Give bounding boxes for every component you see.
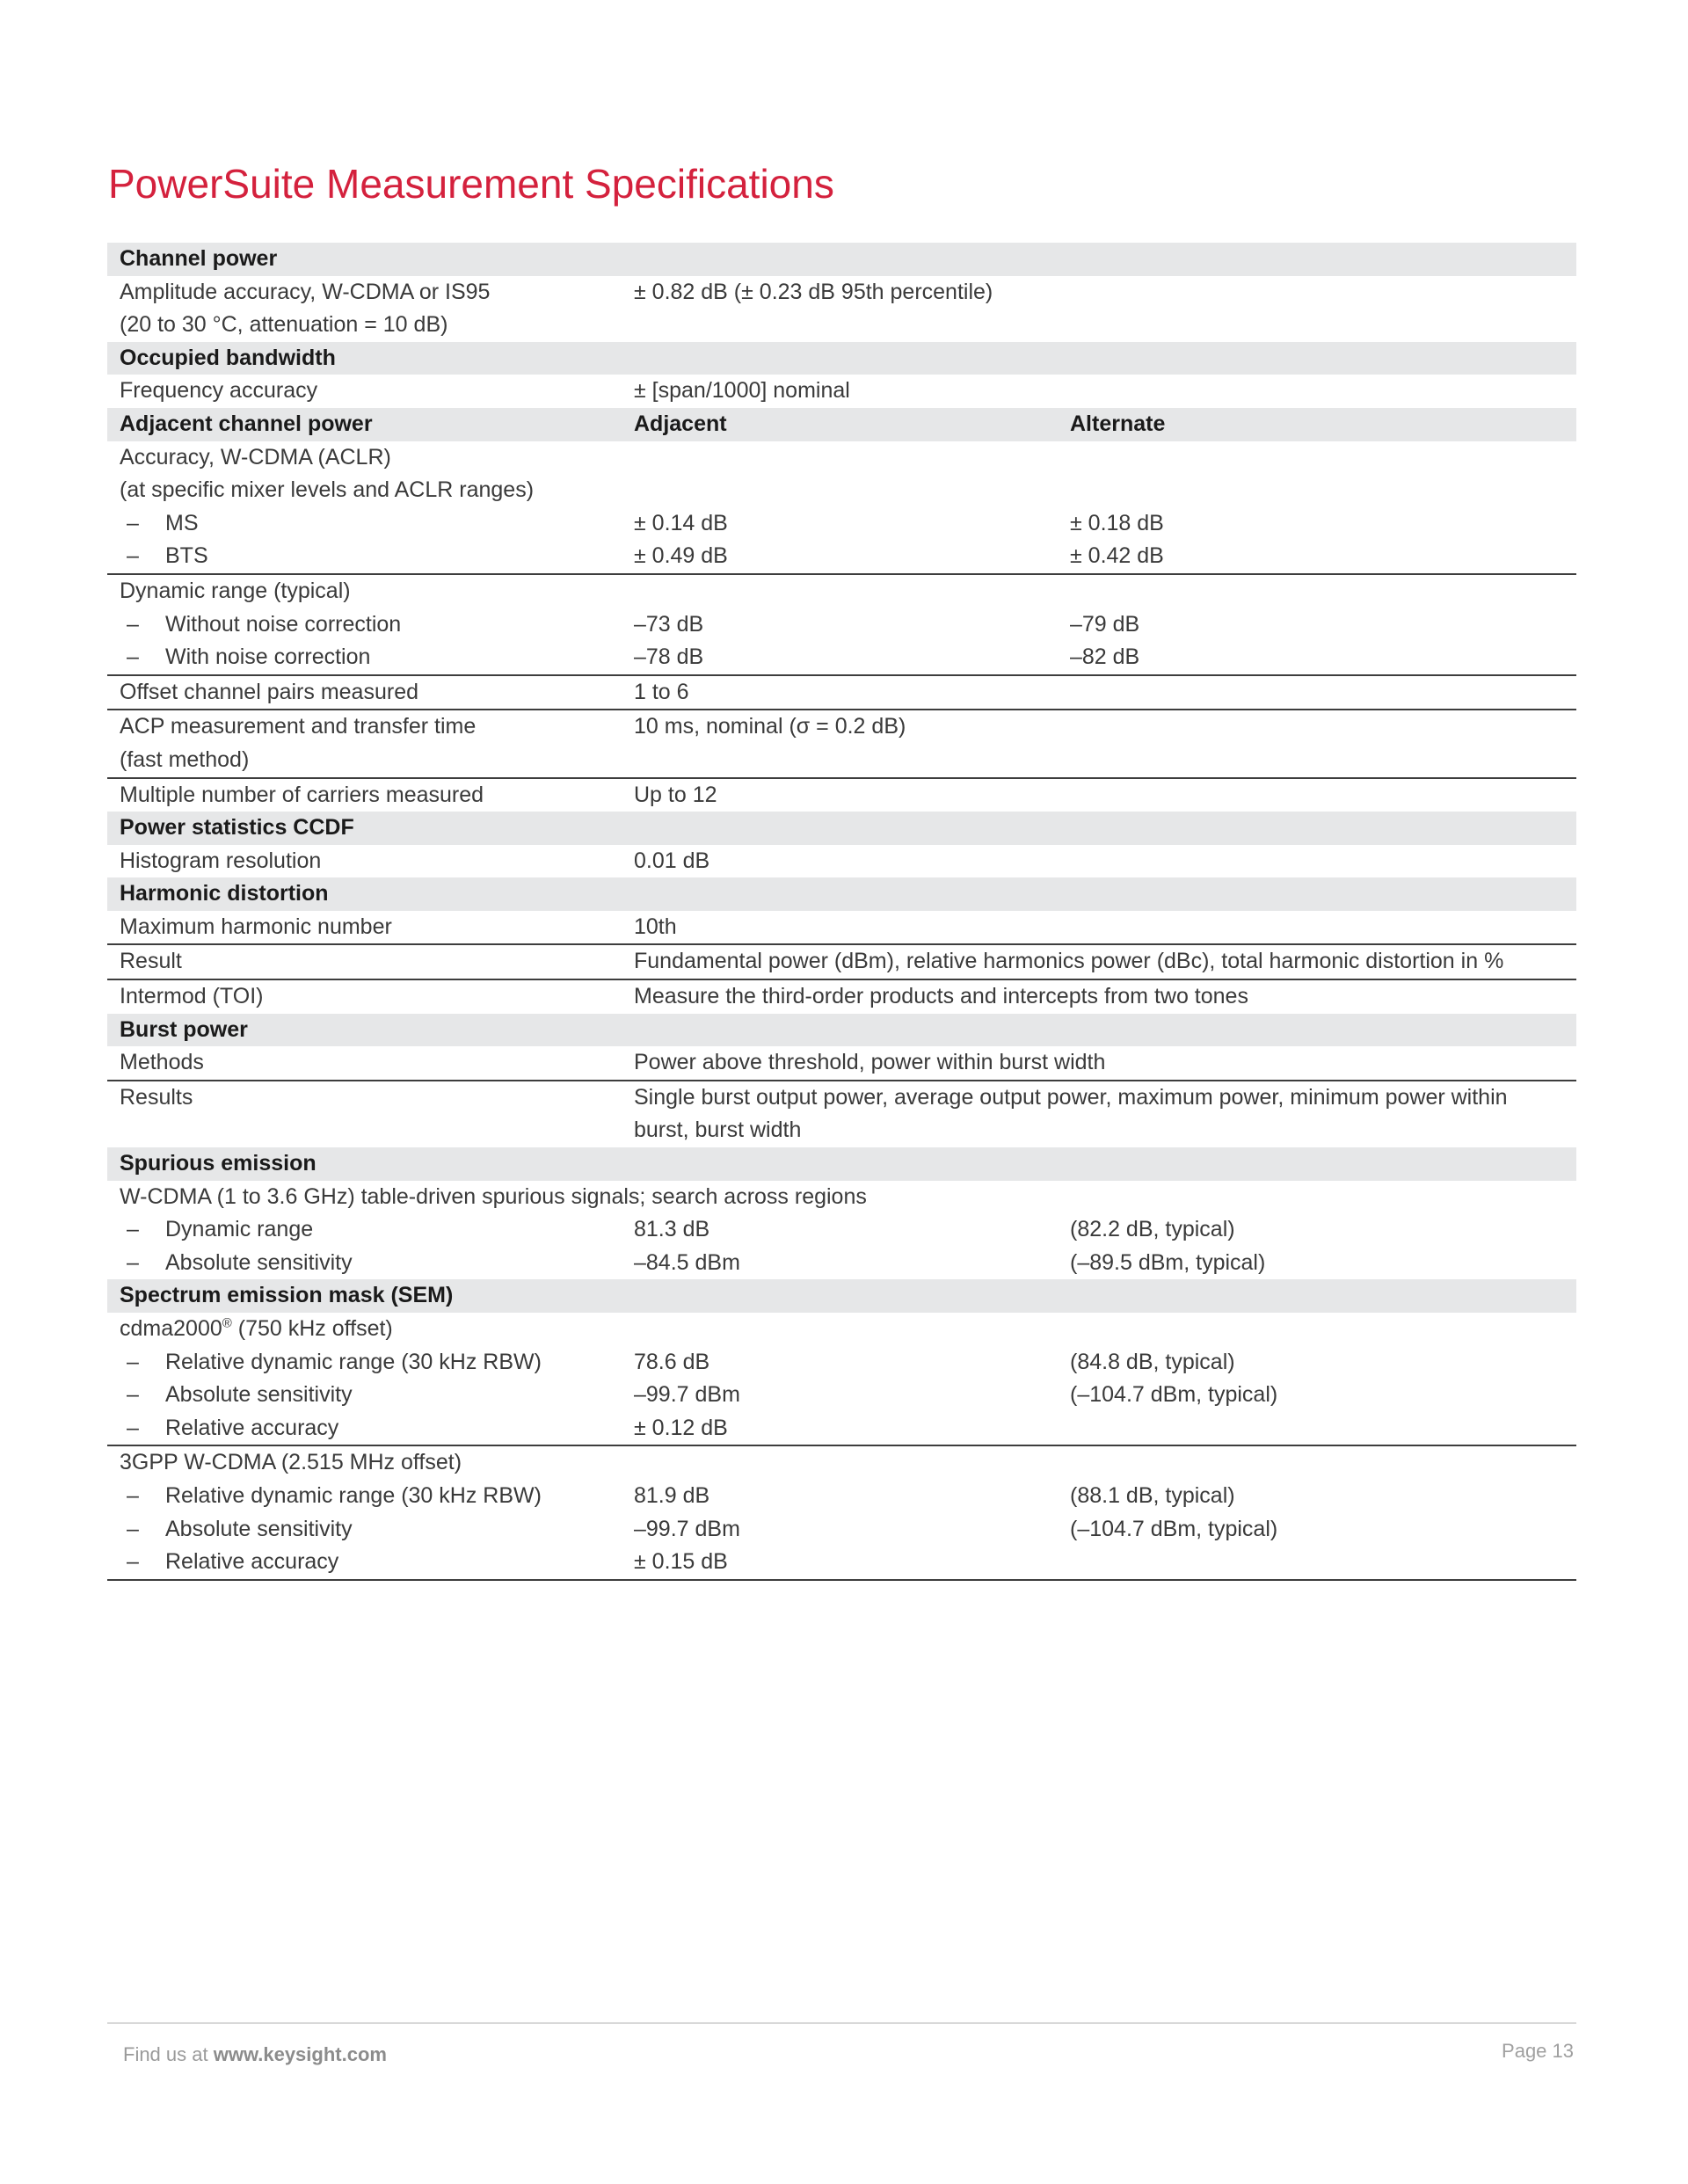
label-cell bbox=[107, 1181, 1576, 1214]
cell-text: With noise correction bbox=[165, 644, 371, 670]
value-cell bbox=[622, 979, 1576, 1014]
value-cell bbox=[622, 812, 1058, 845]
bullet-dash: – bbox=[127, 510, 139, 535]
value-cell bbox=[622, 243, 1058, 276]
cell-text: Harmonic distortion bbox=[120, 881, 329, 906]
cell-text: 10 ms, nominal (σ = 0.2 dB) bbox=[634, 714, 906, 739]
cell-text: (at specific mixer levels and ACLR ranges) bbox=[120, 477, 535, 503]
table-row bbox=[107, 1379, 1576, 1412]
alternate-cell bbox=[1058, 1247, 1576, 1280]
label-cell bbox=[107, 608, 622, 642]
label-cell bbox=[107, 243, 622, 276]
table-row bbox=[107, 1346, 1576, 1380]
cell-text: Relative accuracy bbox=[165, 1549, 339, 1575]
label-cell bbox=[107, 342, 622, 375]
page-number: Page 13 bbox=[1502, 2040, 1574, 2062]
section-header-row bbox=[107, 1147, 1576, 1181]
value-cell bbox=[622, 641, 1058, 675]
alternate-cell bbox=[1058, 441, 1576, 475]
cell-text: 78.6 dB bbox=[634, 1349, 710, 1374]
label-cell bbox=[107, 1379, 622, 1412]
specifications-table bbox=[107, 243, 1576, 1581]
table-row bbox=[107, 507, 1576, 541]
label-cell bbox=[107, 441, 622, 475]
value-cell bbox=[622, 744, 1058, 778]
label-cell bbox=[107, 1445, 622, 1480]
cell-text: Measure the third-order products and intercepts from two tones bbox=[634, 984, 1248, 1009]
cell-text: Fundamental power (dBm), relative harmonics power (dBc), total harmonic distortion in % bbox=[634, 949, 1504, 974]
bullet-dash: – bbox=[127, 1549, 139, 1575]
registered-mark: ® bbox=[222, 1315, 232, 1331]
table-row bbox=[107, 744, 1576, 778]
page-title: PowerSuite Measurement Specifications bbox=[108, 161, 834, 207]
cell-text: Absolute sensitivity bbox=[165, 1382, 353, 1408]
table-row bbox=[107, 608, 1576, 642]
cell-text: Relative dynamic range (30 kHz RBW) bbox=[165, 1482, 542, 1508]
table-row bbox=[107, 911, 1576, 945]
alternate-cell bbox=[1058, 474, 1576, 507]
value-cell bbox=[622, 944, 1576, 979]
table-row bbox=[107, 845, 1576, 878]
value-cell bbox=[622, 1247, 1058, 1280]
cell-text: ACP measurement and transfer time bbox=[120, 714, 477, 739]
cell-text: Maximum harmonic number bbox=[120, 914, 392, 939]
value-cell bbox=[622, 675, 1058, 710]
label-cell bbox=[107, 408, 622, 441]
bullet-dash: – bbox=[127, 1249, 139, 1275]
label-cell bbox=[107, 1147, 622, 1181]
alternate-cell bbox=[1058, 608, 1576, 642]
value-cell bbox=[622, 1346, 1058, 1380]
section-header-row bbox=[107, 877, 1576, 911]
cell-text: (–89.5 dBm, typical) bbox=[1070, 1249, 1266, 1275]
table-row bbox=[107, 309, 1576, 342]
cell-text: (–104.7 dBm, typical) bbox=[1070, 1382, 1278, 1408]
cell-text: (82.2 dB, typical) bbox=[1070, 1217, 1235, 1242]
cell-text: Frequency accuracy bbox=[120, 378, 318, 404]
label-cell bbox=[107, 1014, 622, 1047]
cell-text: 3GPP W-CDMA (2.515 MHz offset) bbox=[120, 1450, 462, 1475]
section-header-row bbox=[107, 243, 1576, 276]
bullet-dash: – bbox=[127, 1516, 139, 1541]
value-cell bbox=[622, 845, 1058, 878]
cell-text: 0.01 dB bbox=[634, 848, 710, 873]
alternate-cell bbox=[1058, 309, 1576, 342]
cell-text: Accuracy, W-CDMA (ACLR) bbox=[120, 444, 391, 470]
alternate-cell bbox=[1058, 1346, 1576, 1380]
cell-text: –84.5 dBm bbox=[634, 1249, 740, 1275]
alternate-cell bbox=[1058, 276, 1576, 309]
label-cell bbox=[107, 641, 622, 675]
label-cell bbox=[107, 540, 622, 574]
cell-text: Amplitude accuracy, W-CDMA or IS95 bbox=[120, 279, 491, 304]
section-header-row bbox=[107, 1014, 1576, 1047]
value-cell bbox=[622, 1513, 1058, 1547]
section-header-row bbox=[107, 1279, 1576, 1313]
label-cell bbox=[107, 574, 622, 608]
alternate-cell bbox=[1058, 1313, 1576, 1346]
cell-text: MS bbox=[165, 510, 199, 535]
cell-text: Result bbox=[120, 949, 182, 974]
alternate-cell bbox=[1058, 375, 1576, 408]
value-cell bbox=[622, 1480, 1058, 1513]
value-cell bbox=[622, 574, 1058, 608]
value-cell bbox=[622, 309, 1058, 342]
label-cell bbox=[107, 944, 622, 979]
label-cell bbox=[107, 812, 622, 845]
cell-text: ± 0.12 dB bbox=[634, 1415, 728, 1440]
table-row bbox=[107, 675, 1576, 710]
label-cell bbox=[107, 744, 622, 778]
value-cell bbox=[622, 408, 1058, 441]
table-row bbox=[107, 778, 1576, 812]
footer-website-link[interactable]: www.keysight.com bbox=[213, 2043, 387, 2065]
bullet-dash: – bbox=[127, 1217, 139, 1242]
table-row bbox=[107, 1181, 1576, 1214]
bullet-dash: – bbox=[127, 1349, 139, 1374]
cell-text: ± 0.18 dB bbox=[1070, 510, 1164, 535]
label-cell bbox=[107, 1412, 622, 1446]
cell-text: –73 dB bbox=[634, 611, 704, 637]
alternate-cell bbox=[1058, 710, 1576, 744]
value-cell bbox=[622, 1014, 1058, 1047]
cell-text: Dynamic range bbox=[165, 1217, 314, 1242]
cell-text: Intermod (TOI) bbox=[120, 984, 264, 1009]
table-row bbox=[107, 441, 1576, 475]
alternate-cell bbox=[1058, 845, 1576, 878]
alternate-cell bbox=[1058, 744, 1576, 778]
label-cell bbox=[107, 1480, 622, 1513]
cell-text: –99.7 dBm bbox=[634, 1516, 740, 1541]
label-cell bbox=[107, 507, 622, 541]
label-cell bbox=[107, 1046, 622, 1081]
table-row bbox=[107, 1046, 1576, 1081]
table-row bbox=[107, 1247, 1576, 1280]
footer-find-us bbox=[123, 2043, 387, 2066]
cell-text: Methods bbox=[120, 1050, 204, 1075]
alternate-cell bbox=[1058, 1279, 1576, 1313]
table-row bbox=[107, 1546, 1576, 1580]
alternate-cell bbox=[1058, 1445, 1576, 1480]
value-cell bbox=[622, 1445, 1058, 1480]
alternate-cell bbox=[1058, 1546, 1576, 1580]
cell-text: 1 to 6 bbox=[634, 679, 689, 704]
alternate-cell bbox=[1058, 1014, 1576, 1047]
value-cell bbox=[622, 778, 1058, 812]
cell-text: Spurious emission bbox=[120, 1151, 316, 1176]
cell-text: BTS bbox=[165, 543, 208, 569]
value-cell bbox=[622, 877, 1058, 911]
table-row bbox=[107, 710, 1576, 744]
bullet-dash: – bbox=[127, 543, 139, 569]
cell-text: (88.1 dB, typical) bbox=[1070, 1482, 1235, 1508]
cell-text-suffix: (750 kHz offset) bbox=[231, 1316, 393, 1341]
table-row bbox=[107, 1513, 1576, 1547]
value-cell bbox=[622, 1313, 1058, 1346]
label-cell bbox=[107, 1346, 622, 1380]
label-cell bbox=[107, 911, 622, 945]
cell-text: Single burst output power, average output power, maximum power, minimum power within burst, burst width bbox=[634, 1084, 1508, 1143]
cell-text: (84.8 dB, typical) bbox=[1070, 1349, 1235, 1374]
cell-text: Burst power bbox=[120, 1016, 248, 1042]
table-row bbox=[107, 540, 1576, 574]
alternate-cell bbox=[1058, 243, 1576, 276]
cell-text: Without noise correction bbox=[165, 611, 402, 637]
cell-text: Absolute sensitivity bbox=[165, 1249, 353, 1275]
cell-text: (fast method) bbox=[120, 746, 250, 772]
value-cell bbox=[622, 1046, 1576, 1081]
label-cell bbox=[107, 276, 622, 309]
label-cell bbox=[107, 1213, 622, 1247]
label-cell bbox=[107, 845, 622, 878]
table-row bbox=[107, 1313, 1576, 1346]
table-row bbox=[107, 944, 1576, 979]
cell-text: Adjacent channel power bbox=[120, 411, 373, 436]
alternate-cell bbox=[1058, 507, 1576, 541]
cell-text: cdma2000 bbox=[120, 1316, 222, 1341]
table-row bbox=[107, 276, 1576, 309]
bullet-dash: – bbox=[127, 1415, 139, 1440]
value-cell bbox=[622, 507, 1058, 541]
value-cell bbox=[622, 441, 1058, 475]
label-cell bbox=[107, 979, 622, 1014]
value-cell bbox=[622, 1412, 1058, 1446]
label-cell bbox=[107, 710, 622, 744]
label-cell bbox=[107, 375, 622, 408]
bullet-dash: – bbox=[127, 644, 139, 670]
cell-text: Relative accuracy bbox=[165, 1415, 339, 1440]
cell-text: (20 to 30 °C, attenuation = 10 dB) bbox=[120, 312, 448, 338]
alternate-cell bbox=[1058, 1147, 1576, 1181]
label-cell bbox=[107, 474, 622, 507]
cell-text: Dynamic range (typical) bbox=[120, 578, 351, 603]
alternate-cell bbox=[1058, 778, 1576, 812]
section-header-row bbox=[107, 408, 1576, 441]
alternate-cell bbox=[1058, 675, 1576, 710]
value-cell bbox=[622, 1213, 1058, 1247]
footer-find-prefix: Find us at bbox=[123, 2043, 214, 2065]
value-cell bbox=[622, 1546, 1058, 1580]
alternate-cell bbox=[1058, 812, 1576, 845]
footer-divider bbox=[107, 2022, 1576, 2024]
table-row bbox=[107, 979, 1576, 1014]
cell-text: Multiple number of carriers measured bbox=[120, 782, 484, 807]
cell-text: Occupied bandwidth bbox=[120, 345, 336, 370]
value-cell bbox=[622, 608, 1058, 642]
specifications-table-body bbox=[107, 243, 1576, 1580]
cell-text: ± 0.82 dB (± 0.23 dB 95th percentile) bbox=[634, 279, 993, 304]
value-cell bbox=[622, 375, 1058, 408]
cell-text: 81.3 dB bbox=[634, 1217, 710, 1242]
value-cell bbox=[622, 911, 1058, 945]
alternate-cell bbox=[1058, 641, 1576, 675]
cell-text: Power statistics CCDF bbox=[120, 815, 354, 841]
section-header-row bbox=[107, 342, 1576, 375]
bullet-dash: – bbox=[127, 611, 139, 637]
cell-text: Histogram resolution bbox=[120, 848, 322, 873]
table-row bbox=[107, 1445, 1576, 1480]
alternate-cell bbox=[1058, 911, 1576, 945]
value-cell bbox=[622, 1279, 1058, 1313]
alternate-cell bbox=[1058, 574, 1576, 608]
alternate-cell bbox=[1058, 1513, 1576, 1547]
label-cell bbox=[107, 877, 622, 911]
table-row bbox=[107, 375, 1576, 408]
cell-text: Up to 12 bbox=[634, 782, 717, 807]
cell-text: Spectrum emission mask (SEM) bbox=[120, 1283, 454, 1308]
alternate-cell bbox=[1058, 1412, 1576, 1446]
value-cell bbox=[622, 710, 1058, 744]
cell-text: Results bbox=[120, 1084, 193, 1110]
table-row bbox=[107, 474, 1576, 507]
cell-text: –79 dB bbox=[1070, 611, 1140, 637]
cell-text: ± 0.49 dB bbox=[634, 543, 728, 569]
cell-text: Absolute sensitivity bbox=[165, 1516, 353, 1541]
section-header-row bbox=[107, 812, 1576, 845]
alternate-cell bbox=[1058, 1480, 1576, 1513]
cell-text: W-CDMA (1 to 3.6 GHz) table-driven spurious signals; search across regions bbox=[120, 1183, 867, 1209]
cell-text: Adjacent bbox=[634, 411, 727, 436]
value-cell bbox=[622, 342, 1058, 375]
label-cell bbox=[107, 1546, 622, 1580]
label-cell bbox=[107, 1513, 622, 1547]
cell-text: –78 dB bbox=[634, 644, 704, 670]
cell-text: Alternate bbox=[1070, 411, 1166, 436]
cell-text: (–104.7 dBm, typical) bbox=[1070, 1516, 1278, 1541]
cell-text: ± [span/1000] nominal bbox=[634, 378, 850, 404]
label-cell bbox=[107, 309, 622, 342]
value-cell bbox=[622, 540, 1058, 574]
cell-text: –99.7 dBm bbox=[634, 1382, 740, 1408]
table-row bbox=[107, 1480, 1576, 1513]
cell-text: 10th bbox=[634, 914, 677, 939]
label-cell bbox=[107, 1081, 622, 1147]
table-row bbox=[107, 1412, 1576, 1446]
alternate-cell bbox=[1058, 1213, 1576, 1247]
bullet-dash: – bbox=[127, 1482, 139, 1508]
label-cell bbox=[107, 1313, 622, 1346]
label-cell bbox=[107, 1247, 622, 1280]
cell-text: ± 0.15 dB bbox=[634, 1549, 728, 1575]
cell-text: Channel power bbox=[120, 246, 278, 271]
cell-text: Relative dynamic range (30 kHz RBW) bbox=[165, 1349, 542, 1374]
alternate-cell bbox=[1058, 408, 1576, 441]
value-cell bbox=[622, 1081, 1576, 1147]
cell-text: 81.9 dB bbox=[634, 1482, 710, 1508]
value-cell bbox=[622, 474, 1058, 507]
alternate-cell bbox=[1058, 342, 1576, 375]
value-cell bbox=[622, 276, 1058, 309]
alternate-cell bbox=[1058, 540, 1576, 574]
value-cell bbox=[622, 1147, 1058, 1181]
table-row bbox=[107, 574, 1576, 608]
cell-text: ± 0.14 dB bbox=[634, 510, 728, 535]
label-cell bbox=[107, 778, 622, 812]
table-row bbox=[107, 1081, 1576, 1147]
alternate-cell bbox=[1058, 877, 1576, 911]
table-row bbox=[107, 1213, 1576, 1247]
cell-text: Power above threshold, power within burst width bbox=[634, 1050, 1106, 1075]
value-cell bbox=[622, 1379, 1058, 1412]
label-cell bbox=[107, 675, 622, 710]
cell-text: –82 dB bbox=[1070, 644, 1140, 670]
cell-text: Offset channel pairs measured bbox=[120, 679, 419, 704]
cell-text: ± 0.42 dB bbox=[1070, 543, 1164, 569]
label-cell bbox=[107, 1279, 622, 1313]
bullet-dash: – bbox=[127, 1382, 139, 1408]
table-row bbox=[107, 641, 1576, 675]
alternate-cell bbox=[1058, 1379, 1576, 1412]
